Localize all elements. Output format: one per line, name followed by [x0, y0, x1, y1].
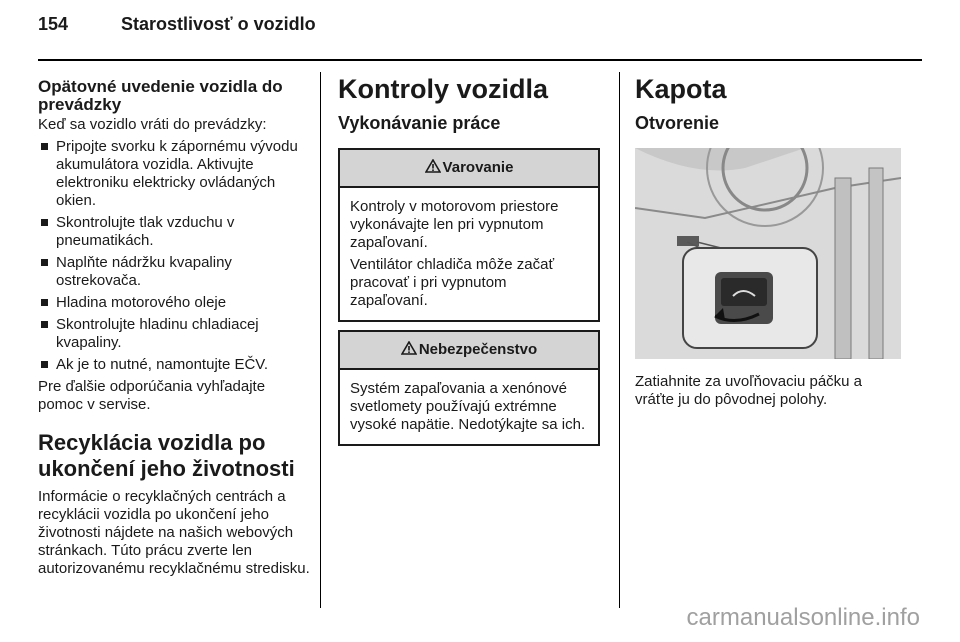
warning-text-2: Ventilátor chladiča môže začať pracovať i pri vypnutom zapaľovaní.	[350, 256, 555, 309]
column-divider-1	[320, 72, 321, 608]
column-3	[635, 74, 905, 413]
service-note: Pre ďalšie odporúčania vyhľadajte pomoc v servise.	[38, 378, 266, 413]
section-heading-recommissioning: Opätovné uvedenie vozidla do prevádzky	[38, 77, 283, 114]
warning-box-header	[340, 150, 598, 188]
checklist	[38, 138, 310, 374]
list-item: Skontrolujte hladinu chladiacej kvapaliny.	[38, 316, 310, 352]
warning-triangle-icon	[401, 341, 417, 360]
list-item: Pripojte svorku k zápornému vývodu akumulátora vozidla. Aktivujte elektroniku elektricky ovládaných okien.	[38, 138, 310, 210]
recycling-text: Informácie o recyklačných centrách a recyklácii vozidla po ukončení jeho životnosti nájdete na našich webových stránkach. Túto prácu zverte len autorizovanému recyklačnému stredisku.	[38, 488, 310, 577]
column-divider-2	[619, 72, 620, 608]
danger-box-header	[340, 332, 598, 370]
chapter-title: Starostlivosť o vozidlo	[121, 14, 316, 34]
list-item: Skontrolujte tlak vzduchu v pneumatikách.	[38, 214, 310, 250]
warning-text-1: Kontroly v motorovom priestore vykonávajte len pri vypnutom zapaľovaní.	[350, 198, 559, 251]
section-heading-recycling: Recyklácia vozidla po ukončení jeho životnosti	[38, 430, 295, 481]
hood-instruction-text: Zatiahnite za uvoľňovaciu páčku a vráťte ju do pôvodnej polohy.	[635, 373, 863, 408]
danger-box	[338, 330, 600, 446]
warning-title: Varovanie	[442, 159, 514, 176]
section-title-vehicle-checks: Kontroly vozidla	[338, 74, 549, 104]
header-rule	[38, 59, 922, 61]
hood-release-illustration	[635, 148, 901, 359]
warning-triangle-icon	[425, 159, 441, 178]
page-header	[38, 14, 316, 35]
watermark: carmanualsonline.info	[686, 604, 920, 631]
list-item: Naplňte nádržku kvapaliny ostrekovača.	[38, 254, 310, 290]
list-item: Ak je to nutné, namontujte EČV.	[38, 356, 310, 374]
column-2	[338, 74, 600, 454]
list-item: Hladina motorového oleje	[38, 294, 310, 312]
subsection-title-work: Vykonávanie práce	[338, 113, 501, 133]
danger-text: Systém zapaľovania a xenónové svetlomety používajú extrémne vysoké napätie. Nedotýkajte sa ich.	[350, 380, 586, 433]
danger-title: Nebezpečenstvo	[418, 341, 538, 358]
intro-text: Keď sa vozidlo vráti do prevádzky:	[38, 116, 267, 133]
subsection-title-opening: Otvorenie	[635, 113, 720, 133]
warning-box	[338, 148, 600, 322]
section-title-hood: Kapota	[635, 74, 727, 104]
page-number: 154	[38, 14, 69, 34]
column-1	[38, 74, 310, 582]
